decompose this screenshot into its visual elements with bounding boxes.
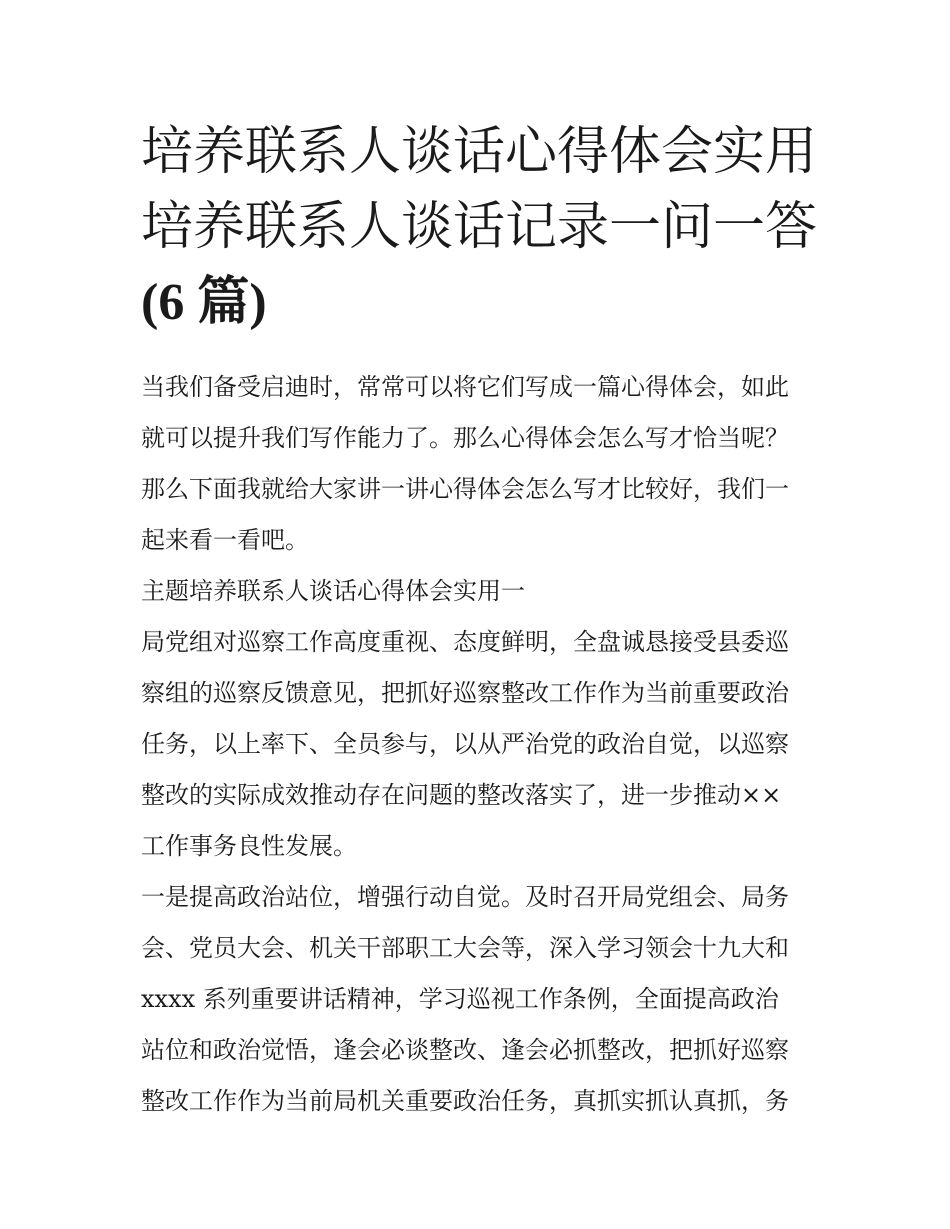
text-line: 整改的实际成效推动存在问题的整改落实了，进一步推动×× — [141, 781, 782, 809]
text-line: 会、党员大会、机关干部职工大会等，深入学习领会十九大和 — [141, 934, 789, 962]
document-body — [141, 362, 813, 1127]
text-line: 一是提高政治站位，增强行动自觉。及时召开局党组会、局务 — [141, 883, 789, 911]
intro-paragraph — [141, 362, 813, 566]
text-line: 当我们备受启迪时，常常可以将它们写成一篇心得体会，如此 — [141, 373, 789, 401]
text-line: 就可以提升我们写作能力了。那么心得体会怎么写才恰当呢？ — [141, 424, 789, 452]
body-paragraph — [141, 617, 813, 872]
text-line: 工作事务良性发展。 — [141, 832, 357, 860]
text-line: 主题培养联系人谈话心得体会实用一 — [141, 577, 525, 605]
text-line: xxxx 系列重要讲话精神，学习巡视工作条例，全面提高政治 — [141, 985, 779, 1013]
text-line: 局党组对巡察工作高度重视、态度鲜明，全盘诚恳接受县委巡 — [141, 628, 789, 656]
text-line: 任务，以上率下、全员参与，以从严治党的政治自觉，以巡察 — [141, 730, 789, 758]
title-line: (6 篇) — [141, 274, 267, 331]
title-line: 培养联系人谈话心得体会实用 — [141, 122, 818, 182]
text-line: 那么下面我就给大家讲一讲心得体会怎么写才比较好，我们一 — [141, 475, 789, 503]
text-line: 整改工作作为当前局机关重要政治任务，真抓实抓认真抓，务 — [141, 1087, 789, 1115]
text-line: 起来看一看吧。 — [141, 526, 309, 554]
document-content — [141, 115, 818, 1127]
text-line: 察组的巡察反馈意见，把抓好巡察整改工作作为当前重要政治 — [141, 679, 789, 707]
body-paragraph — [141, 872, 813, 1127]
document-title — [141, 115, 818, 340]
title-line: 培养联系人谈话记录一问一答 — [141, 197, 818, 257]
text-line: 站位和政治觉悟，逢会必谈整改、逢会必抓整改，把抓好巡察 — [141, 1036, 789, 1064]
section-heading — [141, 566, 813, 617]
